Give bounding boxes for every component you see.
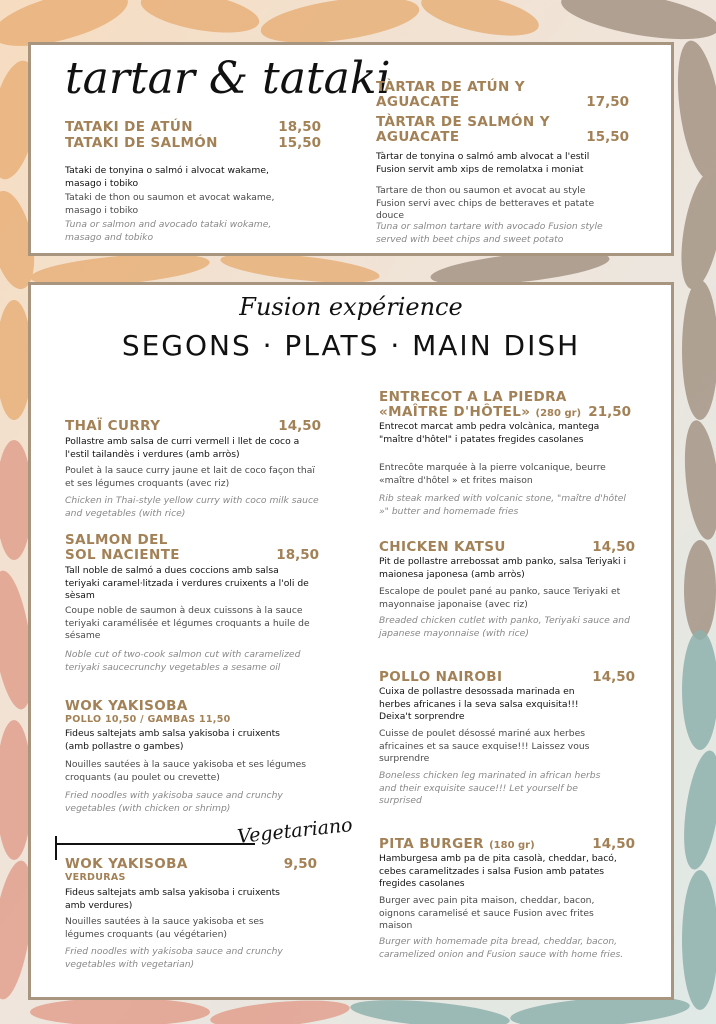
desc-french: Tartare de thon ou saumon et avocat au style Fusion servi avec chips de betteraves et patate douce (376, 185, 595, 221)
dish-name (379, 404, 581, 422)
section-script-title: Fusion expérience (239, 293, 463, 321)
dish-name: CHICKEN KATSU (379, 539, 506, 555)
desc-french: Poulet à la sauce curry jaune et lait de coco façon thaï et ses légumes croquants (avec riz) (65, 465, 315, 489)
tartar-tataki-panel (28, 42, 674, 256)
dish-price: 18,50 (278, 119, 321, 135)
dish-name: WOK YAKISOBA (65, 698, 188, 714)
desc-french: Coupe noble de saumon à deux cuissons à la sauce teriyaki caramélisée et légumes croquants a huile de sésame (65, 605, 310, 641)
desc-english: Noble cut of two-cook salmon cut with caramelized teriyaki saucecrunchy vegetables a sesame oil (65, 649, 301, 673)
dish-price: 14,50 (592, 836, 635, 852)
divider-tick (55, 836, 57, 860)
dish-price: 14,50 (278, 418, 321, 434)
dish-name: THAÏ CURRY (65, 418, 161, 434)
dish-price: 14,50 (592, 539, 635, 555)
desc-english: Breaded chicken cutlet with panko, Teriyaki sauce and japanese mayonnaise (with rice) (379, 615, 630, 639)
dish-name: AGUACATE (376, 129, 460, 145)
dish-size: (280 gr) (535, 408, 582, 419)
dish-name: WOK YAKISOBA (65, 856, 188, 872)
dish-price: 17,50 (586, 94, 629, 110)
dish-name: SALMON DEL (65, 532, 168, 548)
desc-french: Tataki de thon ou saumon et avocat wakame, masago i tobiko (65, 192, 275, 216)
desc-catalan: Hamburgesa amb pa de pita casolà, cheddar, bacó, cebes caramelitzades i salsa Fusion amb patates fregides casolanes (379, 853, 617, 889)
dish-size: (180 gr) (489, 840, 535, 851)
desc-english: Fried noodles with yakisoba sauce and crunchy vegetables with vegetarian) (65, 946, 283, 970)
dish-name: SOL NACIENTE (65, 547, 180, 563)
desc-catalan: Pit de pollastre arrebossat amb panko, salsa Teriyaki i maionesa japonesa (amb arròs) (379, 556, 627, 580)
dish-price: 9,50 (283, 856, 317, 872)
dish-name: TÀRTAR DE ATÚN Y (376, 79, 525, 95)
desc-english: Tuna or salmon tartare with avocado Fusion style served with beet chips and sweet potato (376, 221, 603, 245)
dish-price: 18,50 (276, 547, 319, 563)
dish-price: 14,50 (592, 669, 635, 685)
desc-french: Entrecôte marquée à la pierre volcanique, beurre «maître d'hôtel » et frites maison (379, 462, 606, 486)
desc-catalan: Tataki de tonyina o salmó i alvocat wakame, masago i tobiko (65, 165, 269, 189)
desc-english: Chicken in Thai-style yellow curry with coco milk sauce and vegetables (with rice) (65, 495, 319, 519)
dish-name: TATAKI DE SALMÓN (65, 135, 218, 151)
desc-catalan: Tàrtar de tonyina o salmó amb alvocat a l'estil Fusion servit amb xips de remolatxa i moniat (376, 151, 590, 175)
dish-name: POLLO NAIROBI (379, 669, 503, 685)
main-dish-panel (28, 282, 674, 1000)
dish-price: 15,50 (586, 129, 629, 145)
desc-french: Burger avec pain pita maison, cheddar, bacon, oignons caramelisé et sauce Fusion avec frites maison (379, 895, 595, 931)
dish-name-text: PITA BURGER (379, 836, 484, 852)
dish-name: AGUACATE (376, 94, 460, 110)
dish-subtitle: VERDURAS (65, 872, 126, 883)
dish-price: 21,50 (588, 404, 631, 420)
dish-name (379, 836, 535, 854)
dish-name: TATAKI DE ATÚN (65, 119, 193, 135)
section-title: tartar & tataki (65, 53, 391, 104)
desc-french: Nouilles sautées à la sauce yakisoba et ses légumes croquants (au végétarien) (65, 916, 264, 940)
desc-english: Rib steak marked with volcanic stone, "maître d'hôtel »" butter and homemade fries (379, 493, 626, 517)
desc-catalan: Fideus saltejats amb salsa yakisoba i cruixents (amb pollastre o gambes) (65, 728, 280, 752)
desc-french: Nouilles sautées à la sauce yakisoba et ses légumes croquants (au poulet ou crevette) (65, 759, 307, 783)
desc-english: Tuna or salmon and avocado tataki wokame, masago and tobiko (65, 219, 272, 243)
divider-line (55, 843, 255, 845)
desc-catalan: Entrecot marcat amb pedra volcànica, mantega "maître d'hôtel" i patates fregides casolanes (379, 421, 600, 445)
desc-catalan: Tall noble de salmó a dues coccions amb salsa teriyaki caramel·litzada i verdures cruixents a l'oli de sèsam (65, 565, 309, 601)
desc-english: Boneless chicken leg marinated in african herbs and their exquisite sauce!!! Let yourself be surprised (379, 770, 601, 806)
desc-english: Fried noodles with yakisoba sauce and crunchy vegetables (with chicken or shrimp) (65, 790, 283, 814)
desc-catalan: Pollastre amb salsa de curri vermell i llet de coco a l'estil tailandès i verdures (amb arròs) (65, 436, 300, 460)
desc-french: Cuisse de poulet désossé mariné aux herbes africaines et sa sauce exquise!!! Laissez vous surprendre (379, 728, 590, 764)
section-title: SEGONS · PLATS · MAIN DISH (121, 329, 581, 362)
dish-name: ENTRECOT A LA PIEDRA (379, 389, 567, 405)
vegetarian-label: Vegetariano (236, 814, 354, 848)
desc-english: Burger with homemade pita bread, cheddar, bacon, caramelized onion and Fusion sauce with home fries. (379, 936, 624, 960)
dish-name-text: «MAÎTRE D'HÔTEL» (379, 404, 531, 420)
desc-catalan: Fideus saltejats amb salsa yakisoba i cruixents amb verdures) (65, 887, 280, 911)
desc-catalan: Cuixa de pollastre desossada marinada en herbes africanes i la seva salsa exquisita!!! Deixa't sorprendre (379, 686, 579, 722)
dish-name: TÀRTAR DE SALMÓN Y (376, 114, 550, 130)
dish-subtitle: POLLO 10,50 / GAMBAS 11,50 (65, 714, 231, 725)
desc-french: Escalope de poulet pané au panko, sauce Teriyaki et mayonnaise japonaise (avec riz) (379, 586, 621, 610)
dish-price: 15,50 (278, 135, 321, 151)
